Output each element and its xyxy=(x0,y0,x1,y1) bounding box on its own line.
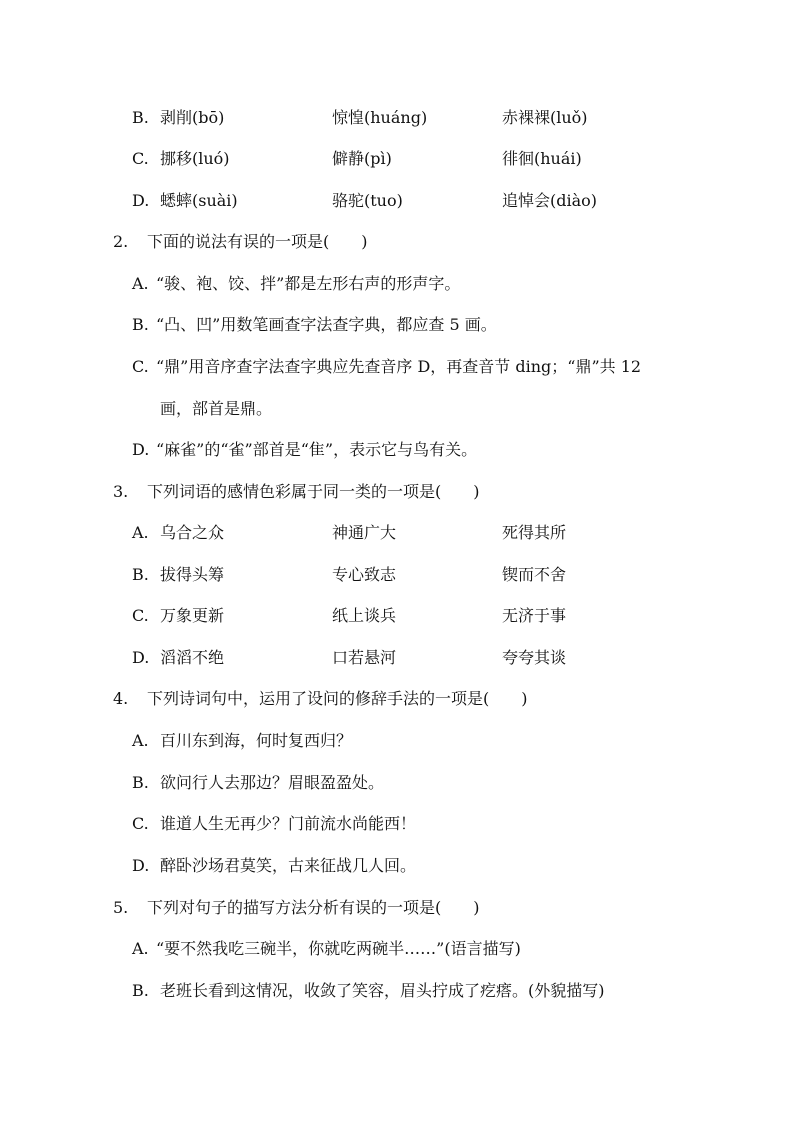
option-letter: A. xyxy=(132,523,149,542)
option-text: 欲问行人去那边？眉眼盈盈处。 xyxy=(160,773,385,792)
question-text: 下列对句子的描写方法分析有误的一项是( ) xyxy=(147,898,480,917)
option-word-3: 追悼会(diào) xyxy=(502,191,598,210)
option-word-2: 专心致志 xyxy=(332,565,397,584)
question-number: 3. xyxy=(113,482,129,501)
option-text: 谁道人生无再少？门前流水尚能西！ xyxy=(160,814,417,833)
option-letter: A. xyxy=(132,274,149,293)
option-letter: B. xyxy=(132,108,149,127)
option-word-3: 赤裸裸(luǒ) xyxy=(502,108,588,127)
option-letter: D. xyxy=(132,856,150,875)
option-letter: C. xyxy=(132,814,149,833)
option-letter: B. xyxy=(132,981,149,1000)
option-letter: B. xyxy=(132,315,149,334)
option-text: “凸、凹”用数笔画查字法查字典，都应查 5 画。 xyxy=(156,315,497,334)
option-word-1: 拔得头筹 xyxy=(160,565,225,584)
option-word-2: 纸上谈兵 xyxy=(332,606,397,625)
question-number: 4. xyxy=(113,689,129,708)
option-text: 醉卧沙场君莫笑，古来征战几人回。 xyxy=(160,856,417,875)
option-letter: D. xyxy=(132,191,150,210)
option-text: “骏、袍、饺、拌”都是左形右声的形声字。 xyxy=(156,274,461,293)
option-word-3: 锲而不舍 xyxy=(502,565,567,584)
option-word-3: 徘徊(huái) xyxy=(502,149,582,168)
option-letter: B. xyxy=(132,773,149,792)
option-text: 老班长看到这情况，收敛了笑容，眉头拧成了疙瘩。(外貌描写) xyxy=(160,981,605,1000)
option-letter: C. xyxy=(132,357,149,376)
option-text: “鼎”用音序查字法查字典应先查音序 D，再查音节 ding；“鼎”共 12 xyxy=(156,357,642,376)
option-word-3: 死得其所 xyxy=(502,523,567,542)
option-text-continuation: 画，部首是鼎。 xyxy=(160,399,273,418)
option-word-1: 乌合之众 xyxy=(160,523,225,542)
option-text: “要不然我吃三碗半，你就吃两碗半……”(语言描写) xyxy=(156,939,521,958)
option-word-2: 骆驼(tuo) xyxy=(332,191,403,210)
option-text: “麻雀”的“雀”部首是“隹”，表示它与鸟有关。 xyxy=(156,440,478,459)
option-letter: C. xyxy=(132,149,149,168)
option-word-1: 滔滔不绝 xyxy=(160,648,225,667)
option-letter: A. xyxy=(132,731,149,750)
option-word-2: 口若悬河 xyxy=(332,648,397,667)
option-word-2: 神通广大 xyxy=(332,523,397,542)
question-number: 5. xyxy=(113,898,129,917)
option-word-2: 惊惶(huáng) xyxy=(332,108,428,127)
option-text: 百川东到海，何时复西归？ xyxy=(160,731,353,750)
option-letter: A. xyxy=(132,939,149,958)
option-word-1: 万象更新 xyxy=(160,606,225,625)
question-number: 2. xyxy=(113,232,129,251)
option-letter: D. xyxy=(132,648,150,667)
question-text: 下面的说法有误的一项是( ) xyxy=(147,232,368,251)
option-word-1: 蟋蟀(suài) xyxy=(160,191,238,210)
option-word-3: 夸夸其谈 xyxy=(502,648,567,667)
option-word-1: 剥削(bō) xyxy=(160,108,225,127)
question-text: 下列词语的感情色彩属于同一类的一项是( ) xyxy=(147,482,480,501)
option-letter: D. xyxy=(132,440,150,459)
option-word-1: 挪移(luó) xyxy=(160,149,230,168)
question-text: 下列诗词句中，运用了设问的修辞手法的一项是( ) xyxy=(147,689,528,708)
option-word-2: 僻静(pì) xyxy=(332,149,392,168)
option-letter: B. xyxy=(132,565,149,584)
option-letter: C. xyxy=(132,606,149,625)
option-word-3: 无济于事 xyxy=(502,606,567,625)
